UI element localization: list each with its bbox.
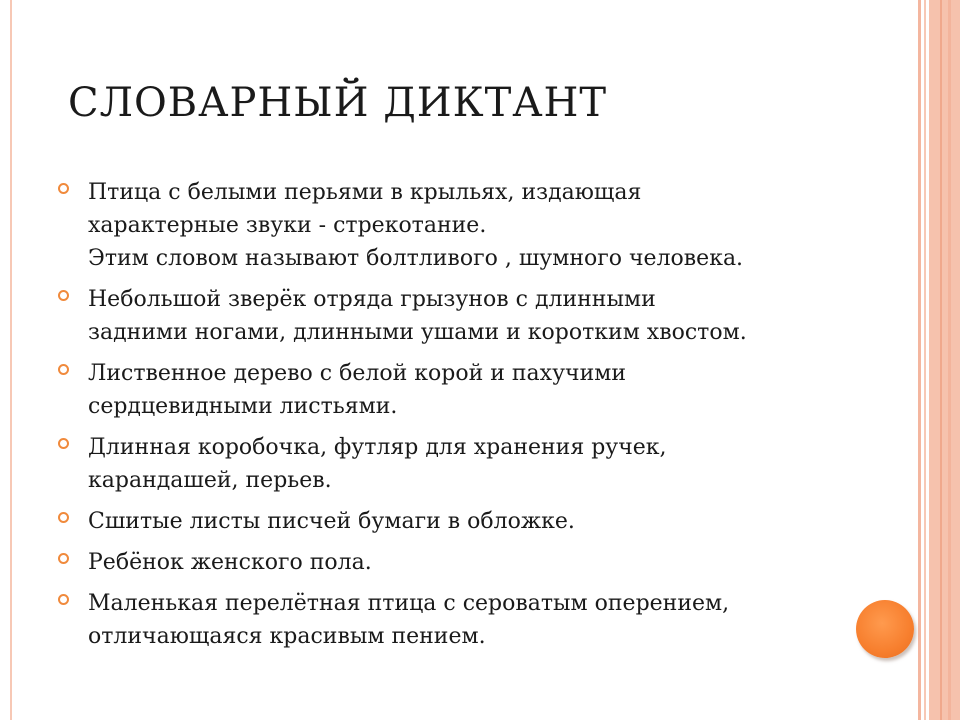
- list-item: [58, 283, 898, 349]
- left-border-line: [10, 0, 12, 720]
- right-stripe: [940, 0, 942, 720]
- right-stripe: [918, 0, 921, 720]
- decorative-orb-icon: [856, 600, 914, 658]
- ring-bullet-icon: [58, 290, 69, 301]
- ring-bullet-icon: [58, 512, 69, 523]
- ring-bullet-icon: [58, 364, 69, 375]
- right-stripe: [924, 0, 926, 720]
- list-item: [58, 176, 898, 275]
- ring-bullet-icon: [58, 553, 69, 564]
- ring-bullet-icon: [58, 594, 69, 605]
- list-item-text: Небольшой зверёк отряда грызунов с длинными: [88, 287, 656, 312]
- list-item: [58, 431, 898, 497]
- list-item-text: отличающаяся красивым пением.: [88, 624, 486, 649]
- list-item: [58, 546, 898, 579]
- list-item-text: Птица с белыми перьями в крыльях, издающая: [88, 180, 642, 205]
- ring-bullet-icon: [58, 183, 69, 194]
- list-item-text: характерные звуки - стрекотание.: [88, 213, 487, 238]
- list-item-text: сердцевидными листьями.: [88, 394, 398, 419]
- list-item: [58, 505, 898, 538]
- list-item: [58, 587, 898, 653]
- slide-title: СЛОВАРНЫЙ ДИКТАНТ: [68, 80, 608, 126]
- list-item-text: Сшитые листы писчей бумаги в обложке.: [88, 509, 575, 534]
- right-stripe: [948, 0, 951, 720]
- list-item-text: задними ногами, длинными ушами и коротким хвостом.: [88, 320, 747, 345]
- list-item-text: карандашей, перьев.: [88, 468, 332, 493]
- list-item-text: Ребёнок женского пола.: [88, 550, 372, 575]
- list-item-text: Маленькая перелётная птица с сероватым оперением,: [88, 591, 730, 616]
- list-item-text: Этим словом называют болтливого , шумного человека.: [88, 246, 744, 271]
- list-item: [58, 357, 898, 423]
- list-item-text: Лиственное дерево с белой корой и пахучими: [88, 361, 627, 386]
- bullet-list: [58, 176, 898, 661]
- list-item-text: Длинная коробочка, футляр для хранения ручек,: [88, 435, 667, 460]
- right-stripe: [929, 0, 960, 720]
- ring-bullet-icon: [58, 438, 69, 449]
